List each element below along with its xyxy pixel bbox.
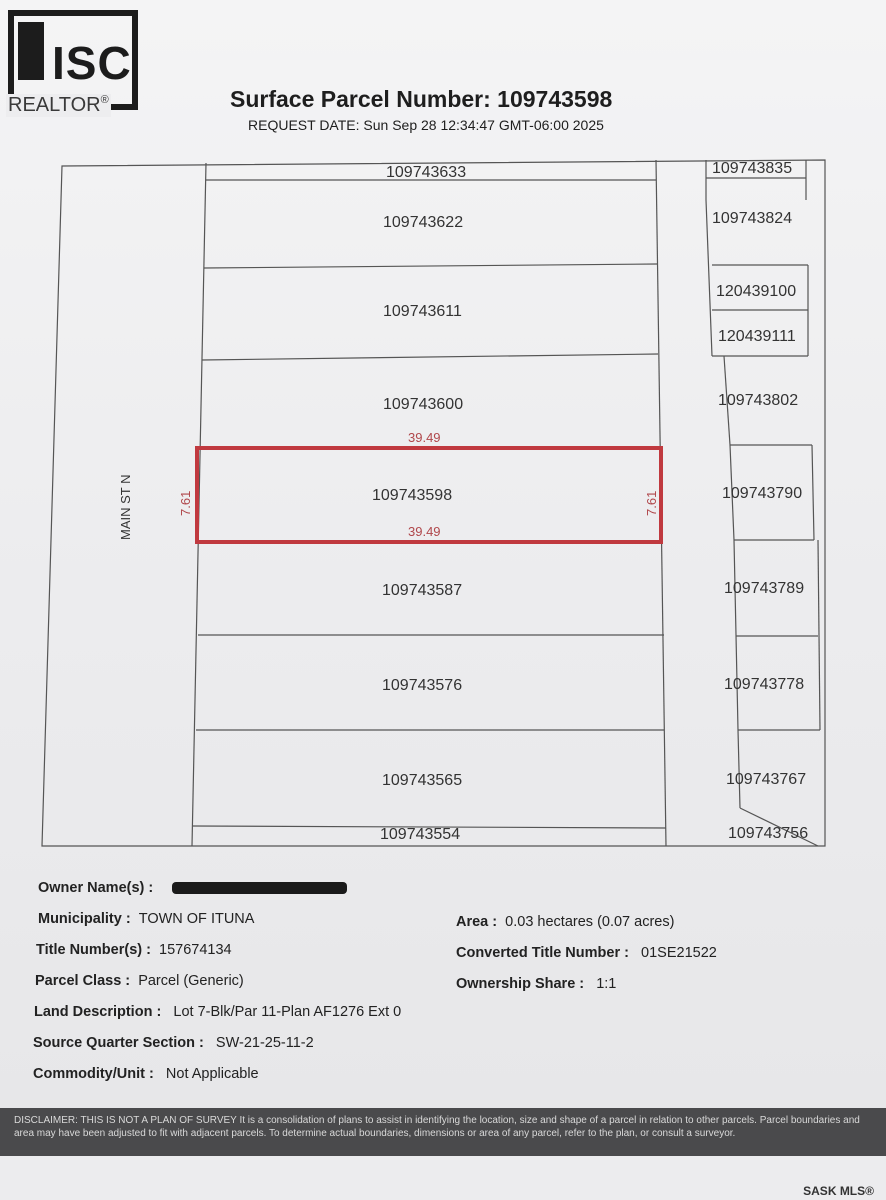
adjacent-parcel-label: 109743835 <box>712 160 793 177</box>
parcel-label: 109743611 <box>383 303 462 320</box>
adjacent-parcel-label: 109743767 <box>726 771 807 788</box>
commodity-unit-row: Commodity/Unit : Not Applicable <box>33 1066 259 1082</box>
parcel-label: 109743633 <box>386 164 467 181</box>
adjacent-parcel-label: 120439100 <box>716 283 797 300</box>
ownership-share-value: 1:1 <box>596 976 617 992</box>
land-description-row: Land Description : Lot 7-Blk/Par 11-Plan AF1276 Ext 0 <box>34 1004 402 1020</box>
logo-letters: ISC <box>52 37 132 89</box>
sask-mls-watermark: SASK MLS® <box>803 1184 874 1198</box>
page-title: Surface Parcel Number: 109743598 <box>230 86 613 112</box>
adjacent-parcel-label: 109743756 <box>728 825 809 842</box>
area-row: Area : 0.03 hectares (0.07 acres) <box>456 914 675 930</box>
selected-parcel-label: 109743598 <box>372 487 453 504</box>
dimension-left: 7.61 <box>178 490 193 516</box>
dimension-bottom: 39.49 <box>408 524 441 539</box>
parcel-label: 109743622 <box>383 214 464 231</box>
title-number-row: Title Number(s) : 157674134 <box>36 942 232 958</box>
owner-name-redacted <box>172 882 347 894</box>
owner-name-label: Owner Name(s) : <box>38 880 154 896</box>
converted-title-value: 01SE21522 <box>641 945 717 961</box>
municipality-row: Municipality : TOWN OF ITUNA <box>38 911 255 927</box>
parcel-label: 109743565 <box>382 772 463 789</box>
dimension-right: 7.61 <box>644 490 659 516</box>
source-quarter-section-row: Source Quarter Section : SW-21-25-11-2 <box>33 1035 314 1051</box>
parcel-label: 109743587 <box>382 582 463 599</box>
footer <box>0 1156 886 1200</box>
disclaimer-bar <box>0 1108 886 1156</box>
area-value: 0.03 hectares (0.07 acres) <box>505 914 675 930</box>
adjacent-parcel-label: 109743789 <box>724 580 805 597</box>
adjacent-parcel-label: 109743824 <box>712 210 793 227</box>
land-description-value: Lot 7-Blk/Par 11-Plan AF1276 Ext 0 <box>173 1004 402 1020</box>
parcel-label: 109743600 <box>383 396 464 413</box>
adjacent-parcel-label: 120439111 <box>718 328 796 345</box>
parcel-label: 109743576 <box>382 677 463 694</box>
adjacent-parcel-label: 109743802 <box>718 392 799 409</box>
logo-realtor-text: REALTOR® <box>8 94 109 116</box>
dimension-top: 39.49 <box>408 430 441 445</box>
ownership-share-row: Ownership Share : 1:1 <box>456 976 617 992</box>
converted-title-row: Converted Title Number : 01SE21522 <box>456 945 717 961</box>
municipality-value: TOWN OF ITUNA <box>138 911 255 927</box>
adjacent-parcel-label: 109743790 <box>722 485 803 502</box>
request-date: REQUEST DATE: Sun Sep 28 12:34:47 GMT-06:00 2025 <box>248 117 604 133</box>
parcel-class-row: Parcel Class : Parcel (Generic) <box>35 973 244 989</box>
adjacent-parcel-label: 109743778 <box>724 676 805 693</box>
title-number-value: 157674134 <box>159 942 232 958</box>
source-quarter-section-value: SW-21-25-11-2 <box>215 1035 314 1051</box>
parcel-class-value: Parcel (Generic) <box>138 973 244 989</box>
commodity-unit-value: Not Applicable <box>165 1066 259 1082</box>
street-label: MAIN ST N <box>118 474 133 540</box>
parcel-label: 109743554 <box>380 826 461 843</box>
disclaimer-text: DISCLAIMER: THIS IS NOT A PLAN OF SURVEY It is a consolidation of plans to assist in identifying the location, size and shape of a parcel in relation to other parcels. Parcel boundaries and area may have been adjusted to fit with adjacent parcels. To determine actual boundaries, dimensions or area of any parcel, refer to the plan, or consult a surveyor. <box>14 1115 860 1139</box>
